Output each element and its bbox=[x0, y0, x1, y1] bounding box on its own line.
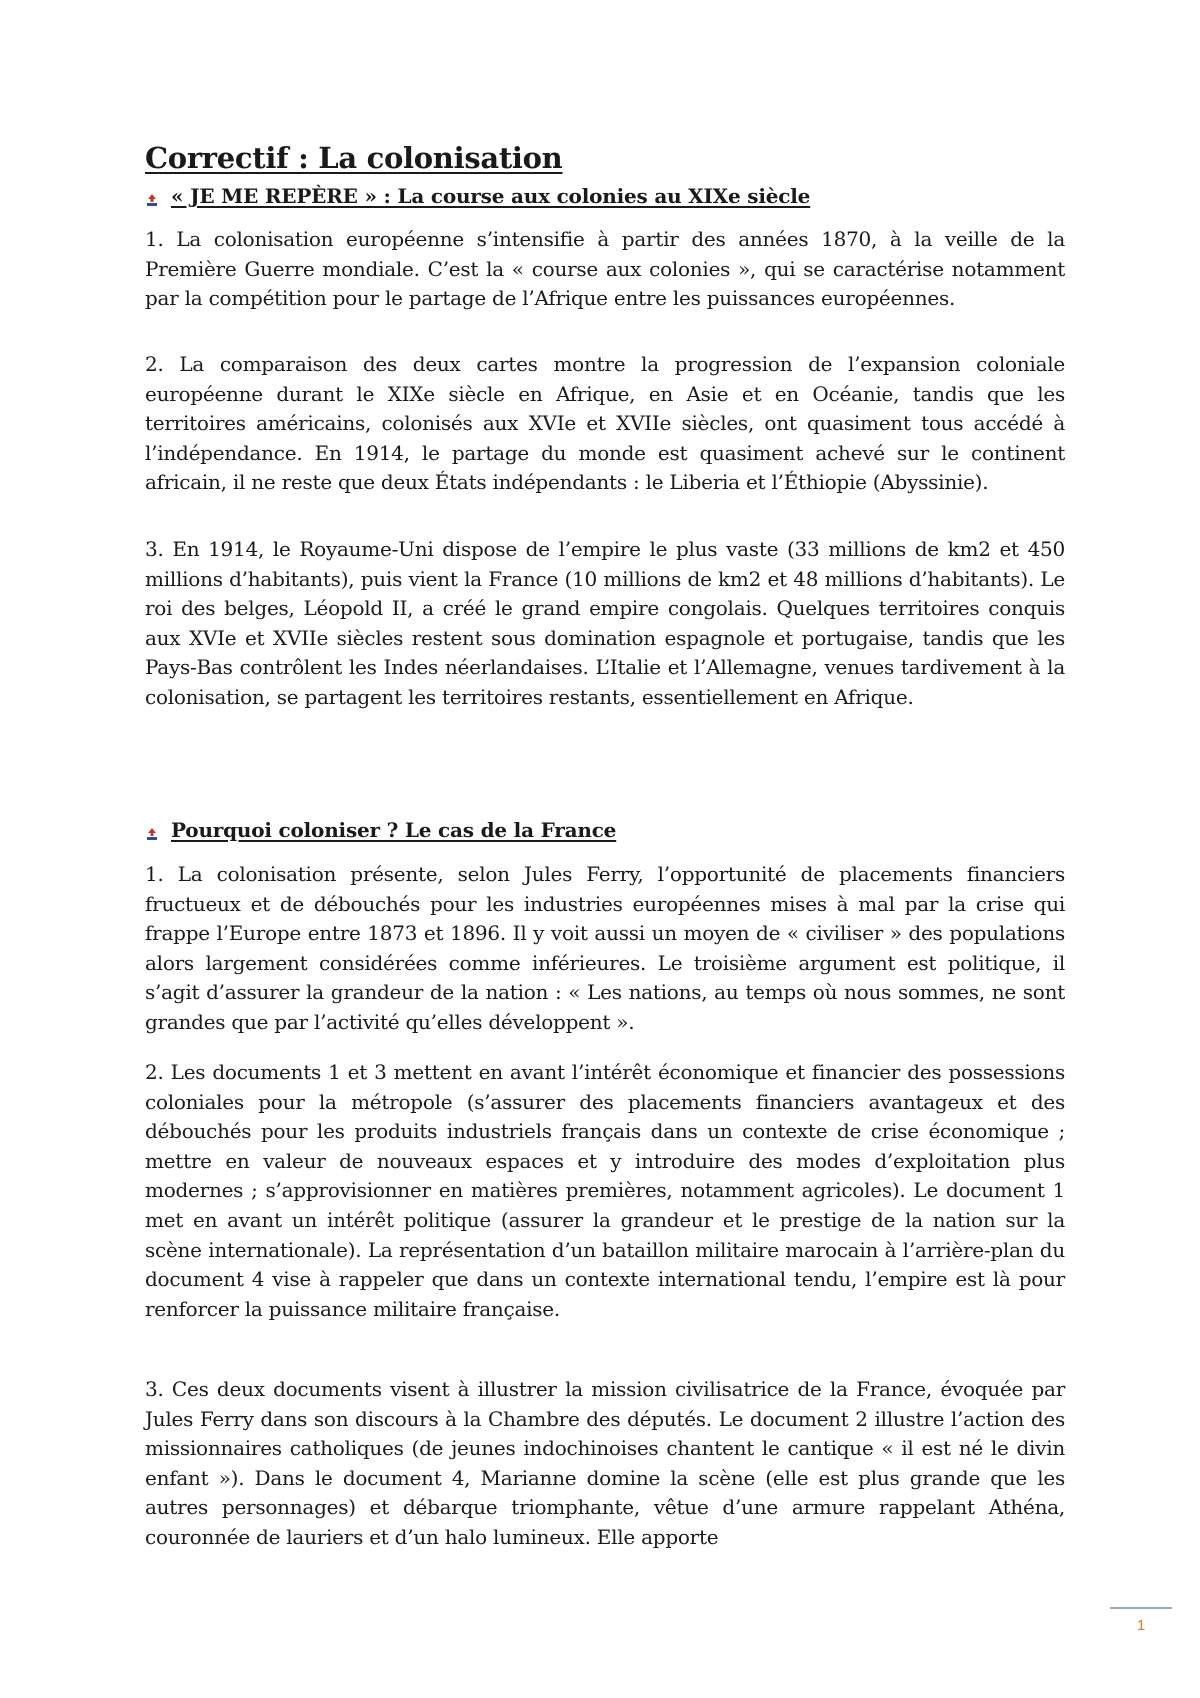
paragraph: 3. Ces deux documents visent à illustrer la mission civilisatrice de la France, évoquée par Jules Ferry dans son discours à la Chambre des députés. Le document 2 illustre l’action des missionnaires catholiques (de jeunes indochinoises chantent le cantique « il est né le divin enfant »). Dans le document 4, Marianne domine la scène (elle est plus grande que les autres personnages) et débarque triomphante, vêtue d’une armure rappelant Athéna, couronnée de lauriers et d’un halo lumineux. Elle apporte bbox=[145, 1377, 1065, 1549]
paragraph: 3. En 1914, le Royaume-Uni dispose de l’empire le plus vaste (33 millions de km2 et 450 millions d’habitants), puis vient la France (10 millions de km2 et 48 millions d’habitants). Le roi des belges, Léopold II, a créé le grand empire congolais. Quelques territoires conquis aux XVIe et XVIIe siècles restent sous domination espagnole et portugaise, tandis que les Pays-Bas contrôlent les Indes néerlandaises. L’Italie et l’Allemagne, venues tardivement à la colonisation, se partagent les territoires restants, essentiellement en Afrique. bbox=[145, 537, 1065, 709]
section-heading-text: Pourquoi coloniser ? Le cas de la France bbox=[171, 818, 617, 842]
page-title: Correctif : La colonisation bbox=[145, 141, 563, 175]
paragraph: 1. La colonisation présente, selon Jules Ferry, l’opportunité de placements financiers fructueux et de débouchés pour les industries européennes mises à mal par la crise qui frappe l’Europe entre 1873 et 1896. Il y voit aussi un moyen de « civiliser » des populations alors largement considérées comme inférieures. Le troisième argument est politique, il s’agit d’assurer la grandeur de la nation : « Les nations, au temps où nous sommes, ne sont grandes que par l’activité qu’elles développent ». bbox=[145, 862, 1065, 1034]
bullet-arrow-icon bbox=[145, 822, 159, 836]
footer-rule bbox=[1110, 1607, 1172, 1609]
section-heading-je-me-repere bbox=[145, 184, 810, 208]
section-heading-text: « JE ME REPÈRE » : La course aux colonies au XIXe siècle bbox=[171, 184, 811, 208]
bullet-arrow-icon bbox=[145, 188, 159, 202]
paragraph: 1. La colonisation européenne s’intensifie à partir des années 1870, à la veille de la Première Guerre mondiale. C’est la « course aux colonies », qui se caractérise notamment par la compétition pour le partage de l’Afrique entre les puissances européennes. bbox=[145, 227, 1065, 311]
paragraph: 2. La comparaison des deux cartes montre la progression de l’expansion coloniale européenne durant le XIXe siècle en Afrique, en Asie et en Océanie, tandis que les territoires américains, colonisés aux XVIe et XVIIe siècles, ont quasiment tous accédé à l’indépendance. En 1914, le partage du monde est quasiment achevé sur le continent africain, il ne reste que deux États indépendants : le Liberia et l’Éthiopie (Abyssinie). bbox=[145, 352, 1065, 495]
page-number: 1 bbox=[1136, 1617, 1146, 1634]
section-heading-pourquoi-coloniser bbox=[145, 818, 616, 842]
paragraph: 2. Les documents 1 et 3 mettent en avant l’intérêt économique et financier des possessions coloniales pour la métropole (s’assurer des placements financiers avantageux et des débouchés pour les produits industriels français dans un contexte de crise économique ; mettre en valeur de nouveaux espaces et y introduire des modes d’exploitation plus modernes ; s’approvisionner en matières premières, notamment agricoles). Le document 1 met en avant un intérêt politique (assurer la grandeur et le prestige de la nation sur la scène internationale). La représentation d’un bataillon militaire marocain à l’arrière-plan du document 4 vise à rappeler que dans un contexte international tendu, l’empire est là pour renforcer la puissance militaire française. bbox=[145, 1060, 1065, 1321]
